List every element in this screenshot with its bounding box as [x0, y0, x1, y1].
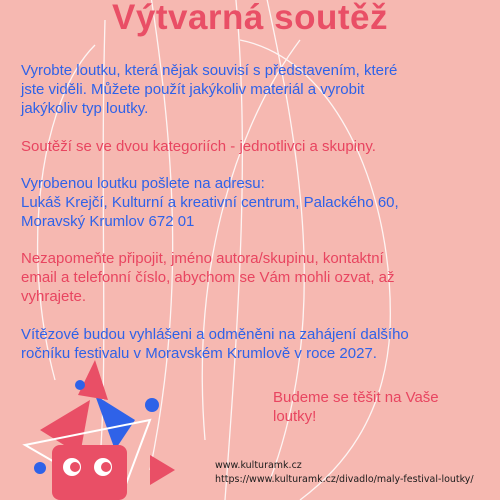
- closing-line-1: Budeme se těšit na Vaše: [273, 389, 439, 406]
- reminder-paragraph: [21, 249, 481, 306]
- reminder-line-2: email a telefonní číslo, abychom se Vám mohli ozvat, až: [21, 269, 395, 286]
- categories-paragraph: [21, 137, 481, 156]
- reminder-line-1: Nezapomeňte připojit, jméno autora/skupinu, kontaktní: [21, 250, 384, 267]
- links-block: [215, 459, 474, 487]
- puppet-jester-illustration: [25, 360, 175, 500]
- intro-line-2: jste viděli. Můžete použít jakýkoliv materiál a vyrobit: [21, 81, 365, 98]
- intro-line-1: Vyrobte loutku, která nějak souvisí s představením, které: [21, 62, 398, 79]
- winners-line-1: Vítězové budou vyhlášeni a odměněni na zahájení dalšího: [21, 326, 409, 343]
- page-title: Výtvarná soutěž: [112, 0, 388, 37]
- address-line-1: Vyrobenou loutku pošlete na adresu:: [21, 175, 265, 192]
- festival-link[interactable]: https://www.kulturamk.cz/divadlo/maly-festival-loutky/: [215, 474, 474, 485]
- intro-line-3: jakýkoliv typ loutky.: [21, 100, 149, 117]
- winners-line-2: ročníku festivalu v Moravském Krumlově v roce 2027.: [21, 345, 377, 362]
- closing-paragraph: [273, 388, 473, 426]
- address-line-3: Moravský Krumlov 672 01: [21, 213, 195, 230]
- intro-paragraph: [21, 61, 481, 118]
- address-paragraph: [21, 174, 481, 231]
- site-link[interactable]: www.kulturamk.cz: [215, 460, 302, 471]
- address-line-2: Lukáš Krejčí, Kulturní a kreativní centrum, Palackého 60,: [21, 194, 399, 211]
- reminder-line-3: vyhrajete.: [21, 288, 87, 305]
- categories-line-1: Soutěží se ve dvou kategoriích - jednotlivci a skupiny.: [21, 138, 376, 155]
- closing-line-2: loutky!: [273, 408, 317, 425]
- winners-paragraph: [21, 325, 481, 363]
